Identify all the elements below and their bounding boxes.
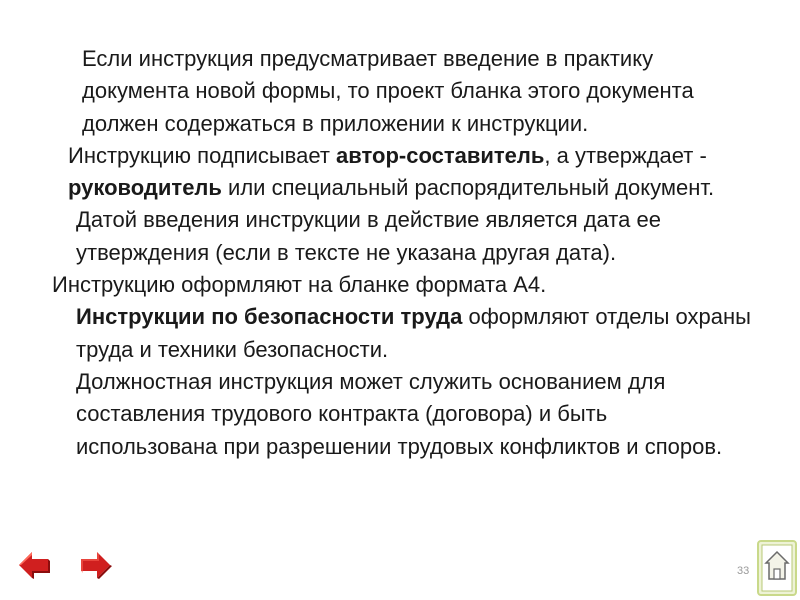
emphasis-safety: Инструкции по безопасности труда bbox=[76, 304, 463, 330]
paragraph-date bbox=[52, 204, 752, 269]
paragraph-signing bbox=[52, 140, 752, 205]
paragraph-safety bbox=[52, 301, 752, 366]
paragraph-text: Датой введения инструкции в действие является дата ее утверждения (если в тексте не указана другая дата). bbox=[76, 207, 661, 265]
home-icon bbox=[757, 540, 797, 596]
arrow-left-icon bbox=[17, 548, 51, 582]
paragraph-text: Если инструкция предусматривает введение в практику документа новой формы, то проект бланка этого документа должен содержаться в приложении к инструкции. bbox=[82, 46, 694, 136]
paragraph-text: оформляют отделы охраны труда и техники безопасности. bbox=[76, 304, 751, 362]
paragraph-text: или специальный распорядительный документ. bbox=[221, 175, 715, 201]
arrow-right-icon bbox=[78, 548, 112, 582]
emphasis-manager: руководитель bbox=[68, 175, 222, 201]
paragraph-format bbox=[52, 269, 752, 301]
paragraph-text: Инструкцию оформляют на бланке формата А4. bbox=[52, 272, 547, 298]
paragraph-blank-form bbox=[52, 43, 752, 140]
paragraph-job-description bbox=[52, 366, 752, 463]
slide-text bbox=[52, 43, 752, 463]
slide-number: 33 bbox=[737, 565, 750, 577]
paragraph-text: Инструкцию подписывает bbox=[68, 142, 337, 168]
previous-slide-button[interactable] bbox=[17, 548, 51, 582]
home-button[interactable] bbox=[757, 540, 797, 596]
paragraph-text: Должностная инструкция может служить основанием для составления трудового контракта (договора) и быть использована при разрешении трудовых конфликтов и споров. bbox=[76, 368, 723, 459]
emphasis-author: автор-составитель bbox=[336, 142, 545, 168]
paragraph-text: , а утверждает - bbox=[544, 142, 707, 168]
next-slide-button[interactable] bbox=[78, 548, 112, 582]
